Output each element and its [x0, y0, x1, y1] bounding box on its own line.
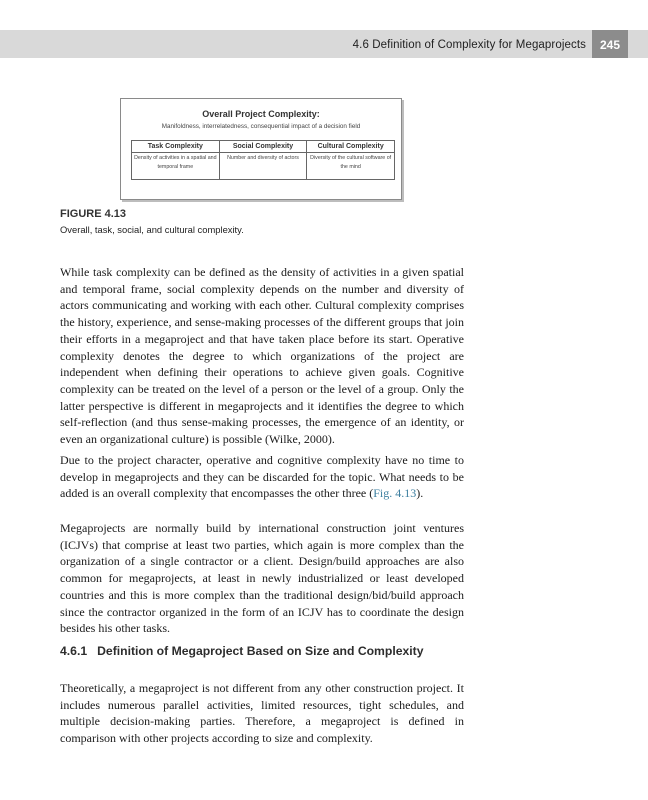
- diagram-subtitle: Manifoldness, interrelatedness, consequential impact of a decision field: [161, 123, 361, 130]
- complexity-table: [131, 140, 395, 180]
- diagram-title: Overall Project Complexity:: [202, 109, 320, 119]
- social-complexity-header: Social Complexity: [219, 141, 307, 153]
- task-complexity-description: Density of activities in a spatial and temporal frame: [132, 153, 220, 180]
- section-paragraph: Theoretically, a megaproject is not different from any other construction project. It includes numerous parallel activities, limited resources, tight schedules, and multiple decision-making parties. Therefore, a megaproject is defined in comparison with other projects according to size and complexity.: [60, 681, 464, 746]
- paragraph-2-text-end: ).: [416, 486, 424, 501]
- body-paragraph-3: Megaprojects are normally build by international construction joint ventures (ICJVs) that comprise at least two parties, which again is more complex than the organization of a single contractor or a client. Design/build approaches are also common for megaprojects, at least in newly industrialized or least developed countries and this is more complex than the traditional design/​bid/build approach since the contractor organized in the form of an ICJV has to coordinate the design besides his other tasks.: [60, 521, 464, 636]
- social-complexity-description: Number and diversity of actors: [219, 153, 307, 180]
- body-paragraph-1: While task complexity can be defined as the density of activities in a given spatial and temporal frame, social complexity depends on the number and diversity of actors communicating and working with each other. Cultural complexity comprises the history, experience, and sense-making processes of the different groups that join their efforts in a megaproject and that have taken place before its start. Operative complexity denotes the degree to which organizations of the project are independent when defining their operations to achieve given goals. Cognitive complexity can be treated on the level of a person or the level of a group. Only the latter perspective is different in megaprojects and it identifies the degree to which self-reflection (and thus sense-making processes, the emergence of an identity, or even an organizational culture) is possible (Wilke, 2000).: [60, 265, 464, 447]
- figure-caption: Overall, task, social, and cultural complexity.: [60, 224, 244, 235]
- figure-label: FIGURE 4.13: [60, 208, 127, 220]
- figure-reference-link[interactable]: Fig. 4.13: [373, 486, 417, 501]
- cultural-complexity-description: Diversity of the cultural software of the mind: [307, 153, 395, 180]
- running-header: [0, 30, 648, 58]
- complexity-description-row: [132, 153, 395, 180]
- task-complexity-header: Task Complexity: [132, 141, 220, 153]
- paragraph-2-text: Due to the project character, operative and cognitive complexity have no time to develop in megaprojects and they can be discarded for the topic. What needs to be added is an overall complexity that encompasses the other three (: [60, 453, 464, 501]
- figure-diagram: [120, 98, 402, 200]
- page-number: 245: [592, 30, 628, 58]
- section-title: Definition of Megaproject Based on Size and Complexity: [97, 644, 424, 658]
- cultural-complexity-header: Cultural Complexity: [307, 141, 395, 153]
- running-title: 4.6 Definition of Complexity for Megaprojects: [352, 39, 586, 51]
- section-heading: [60, 643, 480, 660]
- complexity-header-row: [132, 141, 395, 153]
- body-paragraph-2: [60, 452, 464, 502]
- section-number: 4.6.1: [60, 644, 88, 658]
